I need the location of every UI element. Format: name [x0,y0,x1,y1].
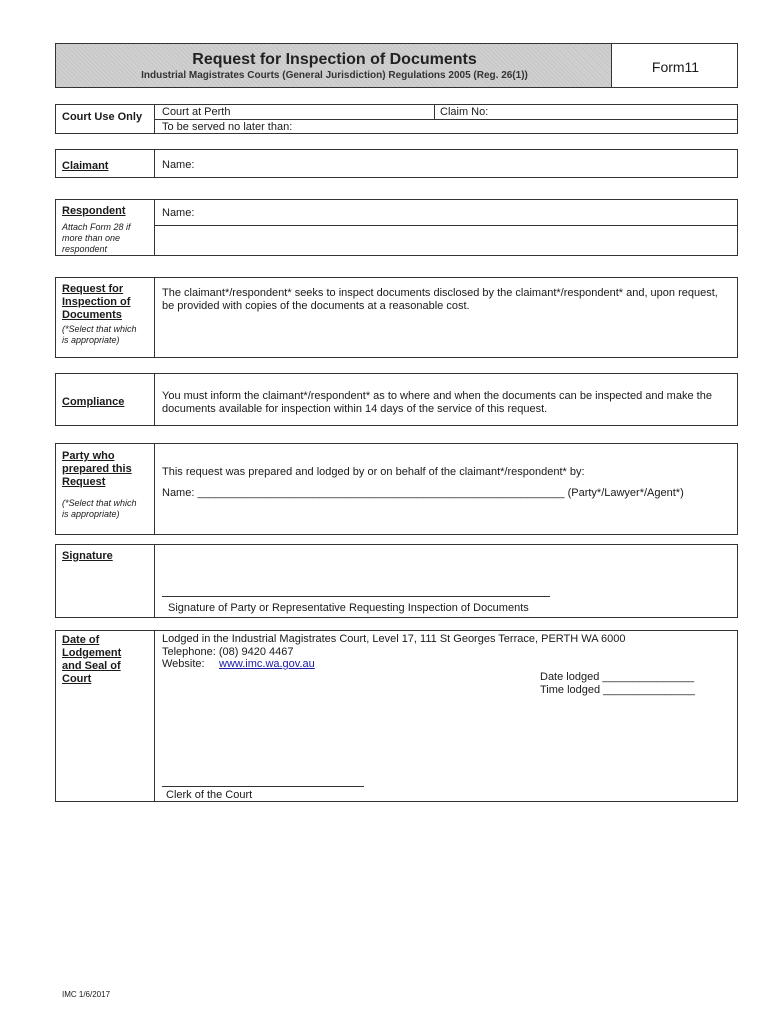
request-text: The claimant*/respondent* seeks to inspect documents disclosed by the claimant*/respondent* and, upon request, be provided with copies of the documents at a reasonable cost. [162,287,718,312]
compliance-label: Compliance [62,396,125,408]
lodgement-website-label: Website: [162,658,205,670]
respondent-section [55,199,738,256]
signature-label: Signature [62,550,113,562]
request-label: Request for Inspection of Documents [62,283,131,321]
lodgement-label: Date of Lodgement and Seal of Court [62,634,122,685]
clerk-signature-line[interactable] [162,786,364,787]
signature-caption: Signature of Party or Representative Requesting Inspection of Documents [168,602,529,614]
form-title: Request for Inspection of Documents [192,51,477,68]
request-note: (*Select that which is appropriate) [62,324,137,345]
respondent-name-field[interactable]: Name: [162,207,195,219]
claimant-label: Claimant [62,160,109,172]
lodgement-telephone: Telephone: (08) 9420 4467 [162,646,294,658]
claim-no-field[interactable]: Claim No: [440,106,489,118]
claimant-section [55,149,738,178]
party-label: Party who prepared this Request [62,450,132,488]
party-note: (*Select that which is appropriate) [62,498,137,519]
served-by-field[interactable]: To be served no later than: [162,121,293,133]
court-use-label: Court Use Only [62,111,143,123]
compliance-text: You must inform the claimant*/respondent* as to where and when the documents can be inspected and make the documents available for inspection within 14 days of the service of this request. [162,390,712,415]
respondent-label: Respondent [62,205,126,217]
lodgement-section [55,630,738,802]
form-version: IMC 1/6/2017 [62,990,111,999]
form-number: Form11 [651,59,700,75]
clerk-caption: Clerk of the Court [166,789,253,801]
date-lodged-field[interactable]: Date lodged _______________ [540,671,695,683]
website-link[interactable]: www.imc.wa.gov.au [219,658,315,670]
form-header [55,43,612,88]
respondent-note: Attach Form 28 if more than one respondent [62,222,131,254]
lodgement-address: Lodged in the Industrial Magistrates Court, Level 17, 111 St Georges Terrace, PERTH WA 6000 [162,633,626,645]
claimant-name-field[interactable]: Name: [162,159,195,171]
signature-line[interactable] [162,596,550,597]
form-subtitle: Industrial Magistrates Courts (General Jurisdiction) Regulations 2005 (Reg. 26(1)) [141,70,528,81]
court-location: Court at Perth [162,106,231,118]
time-lodged-field[interactable]: Time lodged _______________ [540,684,695,696]
form-number-box [611,43,738,88]
party-name-line[interactable]: Name: ____________________________________________________________ (Party*/Lawyer*/Agent*) [162,487,684,499]
party-text: This request was prepared and lodged by or on behalf of the claimant*/respondent* by: [162,466,585,478]
